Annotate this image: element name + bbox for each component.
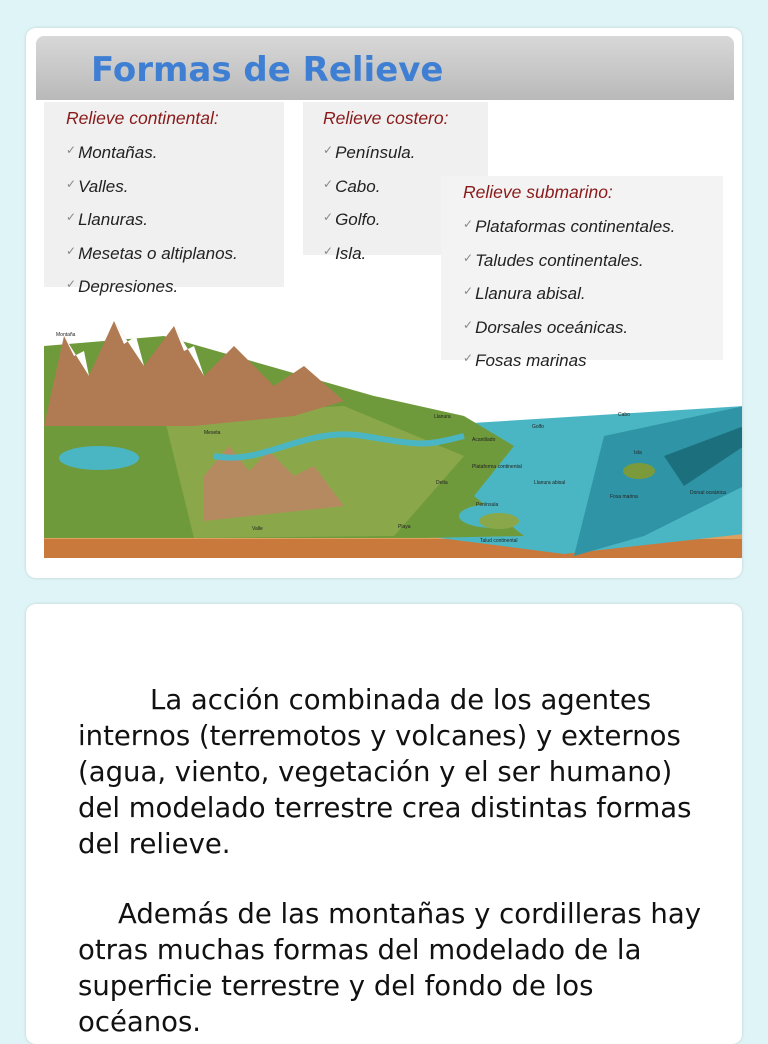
check-icon: ✓ bbox=[66, 243, 77, 258]
check-icon: ✓ bbox=[463, 217, 474, 231]
label-peninsula: Península bbox=[476, 502, 499, 508]
title-bar bbox=[36, 36, 734, 100]
check-icon: ✓ bbox=[463, 351, 474, 365]
label-isla: Isla bbox=[634, 450, 642, 456]
label-meseta: Meseta bbox=[204, 430, 221, 436]
label-valle: Valle bbox=[252, 526, 263, 532]
paragraph-2: Además de las montañas y cordilleras hay otras muchas formas del modelado de la superficie terrestre y del fondo de los océanos. bbox=[78, 898, 701, 1038]
list-item: ✓ Plataformas continentales. bbox=[463, 217, 676, 236]
check-icon: ✓ bbox=[323, 210, 334, 224]
label-cabo: Cabo bbox=[618, 412, 630, 418]
list-item: ✓ Golfo. bbox=[323, 210, 381, 229]
slide-text bbox=[26, 604, 742, 1044]
continental-box bbox=[44, 102, 284, 296]
check-icon: ✓ bbox=[463, 284, 474, 298]
slide-relieve bbox=[26, 28, 742, 578]
label-montana: Montaña bbox=[56, 332, 76, 338]
list-item: ✓ Taludes continentales. bbox=[463, 250, 644, 270]
check-icon: ✓ bbox=[323, 176, 334, 191]
check-icon: ✓ bbox=[323, 143, 334, 157]
list-item: ✓ Fosas marinas bbox=[463, 351, 587, 370]
submarino-box bbox=[441, 176, 723, 370]
list-item: ✓ Valles. bbox=[66, 176, 129, 196]
list-item: ✓ Llanuras. bbox=[66, 210, 148, 229]
label-golfo: Golfo bbox=[532, 424, 544, 430]
list-item: ✓ Mesetas o altiplanos. bbox=[66, 243, 238, 263]
label-acantilado: Acantilado bbox=[472, 437, 496, 443]
list-item: ✓ Península. bbox=[323, 143, 416, 162]
label-playa: Playa bbox=[398, 524, 411, 530]
continental-heading: Relieve continental: bbox=[66, 108, 219, 128]
check-icon: ✓ bbox=[463, 250, 474, 265]
slide-title: Formas de Relieve bbox=[91, 50, 444, 90]
label-llanura: Llanura bbox=[434, 414, 451, 420]
label-llanura-abisal: Llanura abisal bbox=[534, 480, 566, 486]
check-icon: ✓ bbox=[323, 243, 334, 258]
check-icon: ✓ bbox=[66, 176, 77, 191]
list-item: ✓ Montañas. bbox=[66, 143, 158, 162]
label-delta: Delta bbox=[436, 480, 448, 486]
list-item: ✓ Llanura abisal. bbox=[463, 284, 586, 303]
submarino-heading: Relieve submarino: bbox=[463, 182, 613, 202]
label-dorsal: Dorsal oceánica bbox=[690, 490, 726, 496]
list-item: ✓ Cabo. bbox=[323, 176, 381, 196]
paragraph-1: La acción combinada de los agentes internos (terremotos y volcanes) y externos (agua, viento, vegetación y el ser humano) del modelado terrestre crea distintas formas del relieve. bbox=[78, 684, 692, 860]
check-icon: ✓ bbox=[66, 143, 77, 157]
label-talud: Talud continental bbox=[480, 538, 518, 544]
list-item: ✓ Dorsales oceánicas. bbox=[463, 317, 629, 337]
list-item: ✓ Isla. bbox=[323, 243, 367, 263]
label-plataforma: Plataforma continental bbox=[472, 464, 522, 470]
label-fosa: Fosa marina bbox=[610, 494, 638, 500]
check-icon: ✓ bbox=[463, 317, 474, 332]
check-icon: ✓ bbox=[66, 277, 77, 291]
check-icon: ✓ bbox=[66, 210, 77, 224]
list-item: ✓ Depresiones. bbox=[66, 277, 179, 296]
costero-heading: Relieve costero: bbox=[323, 108, 449, 128]
